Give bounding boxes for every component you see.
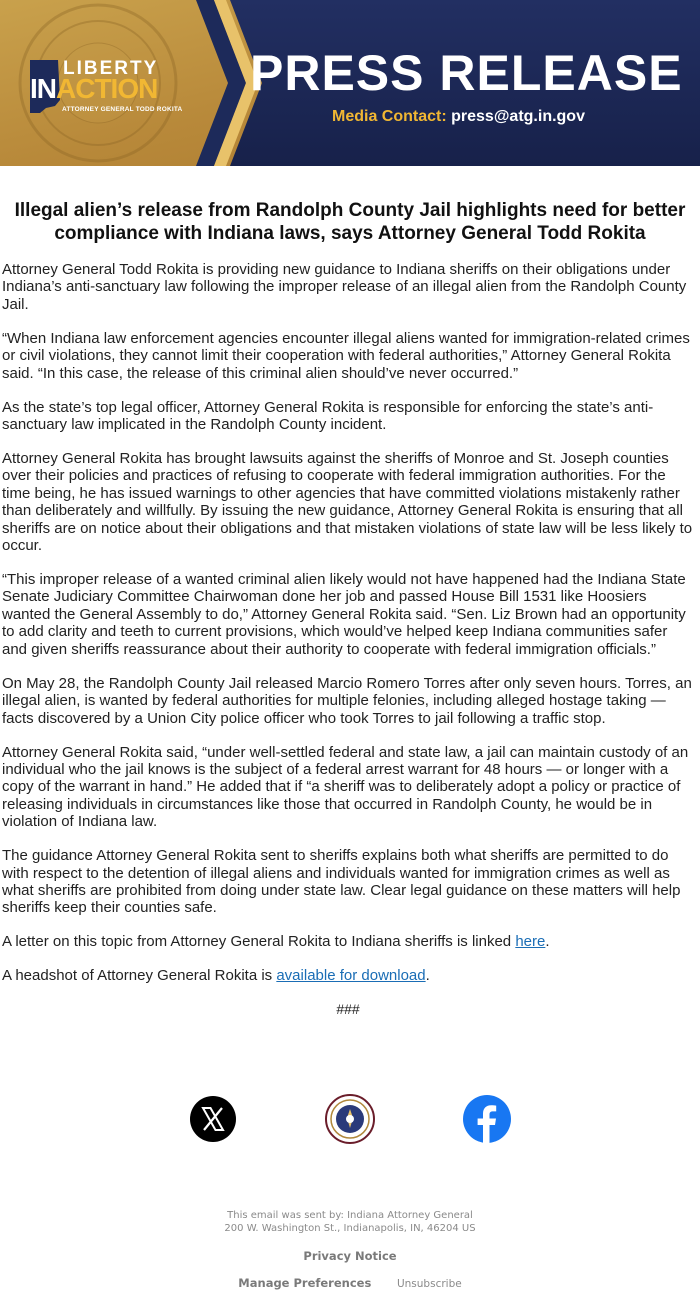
paragraph: Attorney General Todd Rokita is providing new guidance to Indiana sheriffs on their obligations under Indiana’s anti-sanctuary law following the improper release of an illegal alien from the Randolph County Jail.	[2, 261, 687, 313]
sender-address: 200 W. Washington St., Indianapolis, IN, 46204 US	[224, 1223, 476, 1234]
media-contact	[332, 108, 585, 126]
press-release-banner	[0, 0, 700, 166]
headshot-text: A headshot of Attorney General Rokita is	[2, 967, 277, 985]
paragraph: “When Indiana law enforcement agencies encounter illegal aliens wanted for immigration-related crimes or civil violations, they cannot limit their cooperation with federal authorities,” Attorney General Rokita said. “In this case, the release of this criminal alien should’ve never occurred.”	[2, 329, 690, 382]
privacy-notice-link[interactable]: Privacy Notice	[303, 1249, 397, 1263]
email-footer	[0, 1209, 700, 1290]
media-contact-email[interactable]: press@atg.in.gov	[451, 108, 585, 125]
seal-icon[interactable]	[325, 1094, 375, 1144]
manage-preferences-link[interactable]: Manage Preferences	[238, 1276, 372, 1290]
paragraph: Attorney General Rokita said, “under well-settled federal and state law, a jail can maintain custody of an individual who the jail knows is the subject of a federal arrest warrant for 48 hours — or longer with a copy of the warrant in hand.” He added that if “a sheriff was to deliberately adopt a policy or practice of releasing individuals in circumstances like those that occurred in Randolph County, he would be in violation of Indiana law.	[2, 743, 689, 831]
social-links	[0, 1094, 700, 1146]
sender-line: This email was sent by: Indiana Attorney General	[227, 1210, 473, 1221]
paragraph: As the state’s top legal officer, Attorney General Rokita is responsible for enforcing the state’s anti-sanctuary law implicated in the Randolph County incident.	[2, 398, 654, 434]
unsubscribe-link[interactable]: Unsubscribe	[396, 1278, 462, 1290]
footer-links	[0, 1276, 700, 1290]
paragraph: On May 28, the Randolph County Jail released Marcio Romero Torres after only seven hours. Torres, an illegal alien, is wanted by federal authorities for multiple felonies, including alleged hostage taking — facts discovered by a Union City police officer who took Torres to jail following a traffic stop.	[2, 674, 692, 727]
letter-link[interactable]: here	[515, 933, 546, 951]
letter-paragraph	[2, 933, 694, 950]
facebook-icon[interactable]	[462, 1094, 512, 1144]
article-headline: Illegal alien’s release from Randolph County Jail highlights need for better compliance with Indiana laws, says Attorney General Todd Rokita	[14, 200, 686, 244]
headshot-end: .	[425, 967, 430, 985]
headshot-download-link[interactable]: available for download	[276, 967, 426, 985]
paragraph: “This improper release of a wanted criminal alien likely would not have happened had the Indiana State Senate Judiciary Committee Chairwoman done her job and passed House Bill 1531 like Hoosiers wanted the General Assembly to do,” Attorney General Rokita said. “Sen. Liz Brown had an opportunity to add clarity and teeth to current provisions, which would’ve helped keep Indiana communities safer and given sheriffs reassurance about their authority to cooperate with federal immigration officials.”	[2, 571, 686, 658]
headshot-paragraph	[2, 967, 694, 984]
paragraph: The guidance Attorney General Rokita sent to sheriffs explains both what sheriffs are permitted to do with respect to the detention of illegal aliens and individuals wanted for immigration crimes as well as what sheriffs are prohibited from doing under state law. Clear legal guidance on these matters will help sheriffs keep their counties safe.	[2, 847, 681, 917]
letter-text: A letter on this topic from Attorney General Rokita to Indiana sheriffs is linked	[2, 933, 516, 951]
article-body	[2, 261, 694, 1035]
logo-liberty: LIBERTY	[63, 58, 159, 79]
logo-action: ACTION	[56, 73, 158, 104]
end-mark: ###	[336, 1001, 360, 1018]
logo-in: IN	[30, 73, 56, 104]
media-contact-label: Media Contact:	[332, 108, 447, 125]
press-release-title: PRESS RELEASE	[250, 45, 683, 101]
paragraph: Attorney General Rokita has brought lawsuits against the sheriffs of Monroe and St. Joseph counties over their policies and practices of refusing to cooperate with federal immigration authorities. For the time being, he has issued warnings to other agencies that have committed violations mistakenly rather than deliberately and willfully. By issuing the new guidance, Attorney General Rokita is ensuring that all sheriffs are on notice about their obligations and that mistaken violations of state law will be less likely to occur.	[2, 450, 693, 555]
logo-tagline: ATTORNEY GENERAL TODD ROKITA	[62, 106, 183, 113]
letter-end: .	[545, 933, 550, 951]
x-icon[interactable]	[190, 1096, 236, 1142]
logo-inaction	[30, 73, 157, 105]
